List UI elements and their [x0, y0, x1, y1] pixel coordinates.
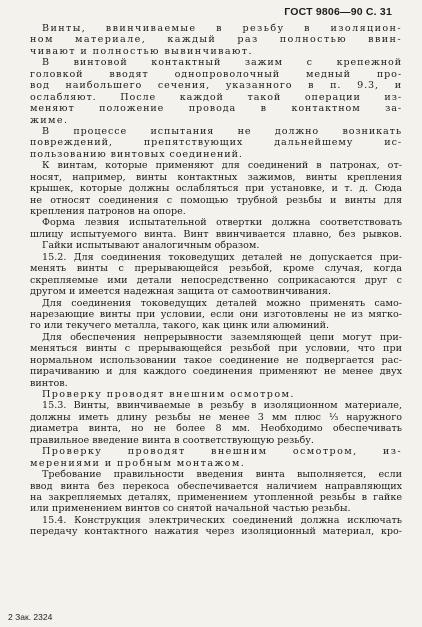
text-line: 15.3. Винты, ввинчиваемые в резьбу в изоляционном материале,: [42, 400, 402, 412]
page-footer: 2 Зак. 2324: [8, 612, 53, 622]
text-line: менять винты с прерывающейся резьбой, кроме случая, когда: [30, 263, 402, 275]
text-line: не относят соединения с помощью трубной резьбы и винты для: [30, 194, 402, 206]
text-line: крышек, которые должны ослабляться при установке, и т. д. Сюда: [30, 183, 402, 195]
text-line: шлицу испытуемого винта. Винт ввинчивается плавно, без рывков.: [30, 228, 402, 240]
text-line: В винтовой контактный зажим с крепежной: [42, 57, 402, 69]
text-line: нарезающие винты при условии, если они изготовлены не из мягко-: [30, 308, 402, 320]
text-line: 15.2. Для соединения токоведущих деталей не допускается при-: [42, 251, 402, 263]
text-line: головкой вводят однопроволочный медный про-: [30, 68, 402, 80]
text-line: диаметра винта, но не более 8 мм. Необходимо обеспечивать: [30, 423, 402, 435]
text-line: Гайки испытывают аналогичным образом.: [42, 240, 260, 252]
text-line: Требование правильности введения винта выполняется, если: [42, 469, 402, 481]
text-line: винтов.: [30, 377, 68, 389]
text-line: Форма лезвия испытательной отвертки должна соответствовать: [42, 217, 402, 229]
text-line: нормальном использовании такое соединение не подвергается рас-: [30, 354, 402, 366]
text-line: пользованию винтовых соединений.: [30, 148, 243, 160]
text-line: 15.4. Конструкция электрических соединений должна исключать: [42, 514, 402, 526]
text-line: на закрепляемых деталях, применением утопленной резьбы в гайке: [30, 491, 402, 503]
text-line: пирачиванию и для каждого соединения применяют не менее двух: [30, 366, 402, 378]
text-line: меняют положение провода в контактном за-: [30, 103, 402, 115]
text-line: меняться винты с прерывающейся резьбой при условии, что при: [30, 343, 402, 355]
text-line: должны иметь длину резьбы не менее 3 мм плюс ⅓ наружного: [30, 411, 402, 423]
page-header: ГОСТ 9806—90 С. 31: [284, 6, 392, 18]
text-line: правильное введение винта в соответствующую резьбу.: [30, 434, 314, 446]
text-line: носят, например, винты контактных зажимов, винты крепления: [30, 171, 402, 183]
text-line: ввод винта без перекоса обеспечивается наличием направляющих: [30, 480, 402, 492]
text-line: чивают и полностью вывинчивают.: [30, 45, 253, 57]
text-line: В процессе испытания не должно возникать: [42, 125, 402, 137]
text-line: К винтам, которые применяют для соединений в патронах, от-: [42, 160, 402, 172]
text-line: повреждений, препятствующих дальнейшему ис-: [30, 137, 402, 149]
text-line: го или текучего металла, такого, как цинк или алюминий.: [30, 320, 330, 332]
text-line: жиме.: [30, 114, 69, 126]
text-line: Проверку проводят внешним осмотром.: [42, 389, 295, 400]
text-line: мерениями и пробным монтажом.: [30, 457, 246, 469]
text-line: крепления патронов на опоре.: [30, 206, 186, 217]
text-line: передачу контактного нажатия через изоляционный материал, кро-: [30, 526, 402, 538]
text-line: ослабляют. После каждой такой операции из-: [30, 91, 402, 103]
text-line: Винты, ввинчиваемые в резьбу в изоляцион-: [42, 23, 402, 34]
text-line: Проверку проводят внешним осмотром, из-: [42, 446, 402, 458]
text-line: Для соединения токоведущих деталей можно применять само-: [42, 297, 402, 309]
text-line: Для обеспечения непрерывности заземляющей цепи могут при-: [42, 331, 402, 343]
text-line: другом и имеется надежная защита от самоотвинчивания.: [30, 286, 332, 298]
text-line: или применением винтов со снятой начальной частью резьбы.: [30, 503, 351, 515]
text-line: скрепляемые ими детали непосредственно соприкасаются друг с: [30, 274, 402, 286]
document-body: [30, 23, 402, 538]
text-line: ном материале, каждый раз полностью ввин-: [30, 34, 402, 46]
text-line: вод наибольшего сечения, указанного в п. 9.3, и: [30, 80, 402, 92]
